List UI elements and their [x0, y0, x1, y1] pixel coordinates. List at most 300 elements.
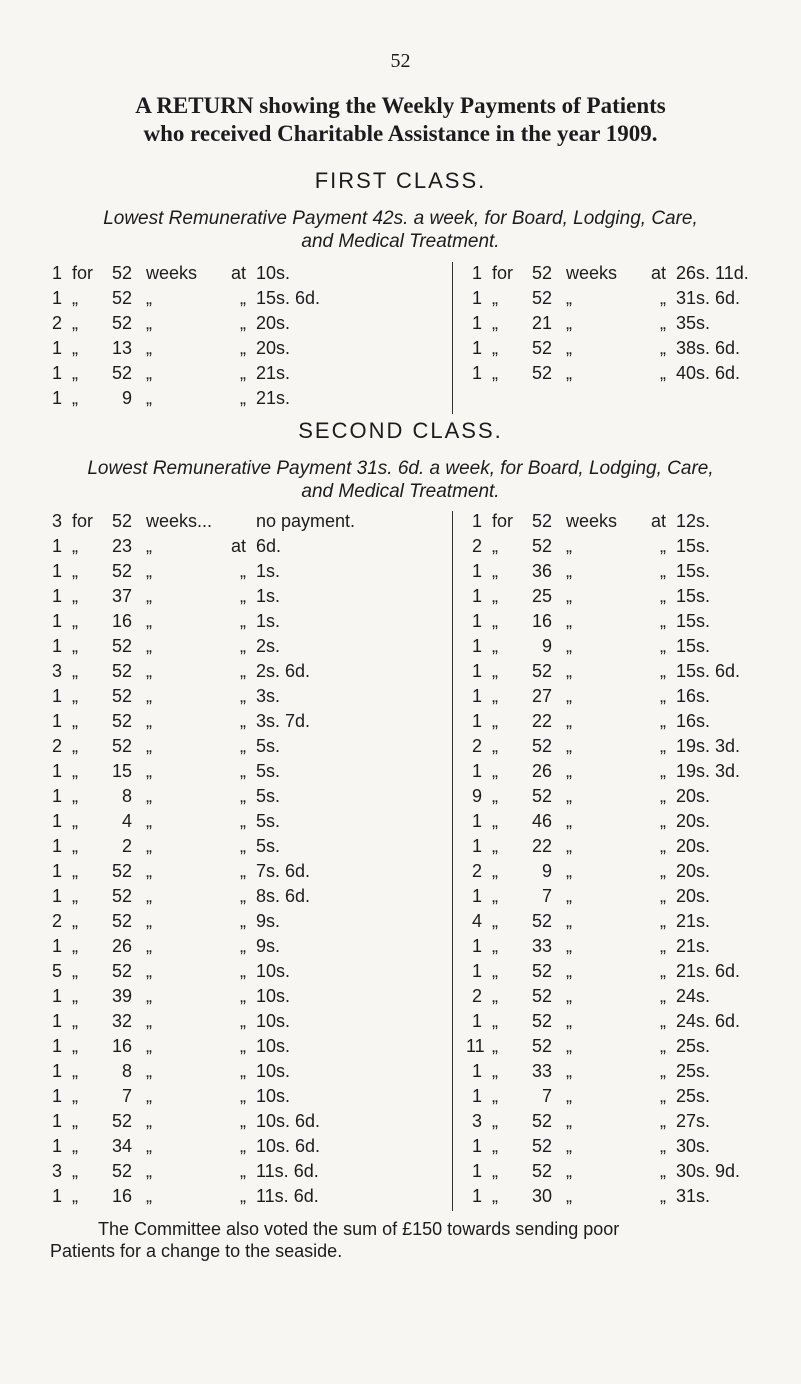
cell-sep: „	[492, 811, 498, 831]
cell-at: „	[240, 661, 246, 681]
table-row	[46, 611, 406, 636]
cell-payment: 27s.	[676, 1111, 711, 1131]
cell-count: 1	[51, 686, 62, 706]
table-row	[466, 1161, 786, 1186]
cell-sep: „	[72, 636, 78, 656]
cell-w: „	[146, 661, 152, 681]
cell-count: 2	[51, 911, 62, 931]
cell-at: „	[660, 561, 666, 581]
cell-w: „	[146, 288, 152, 308]
cell-at: „	[660, 761, 666, 781]
cell-payment: 20s.	[676, 811, 711, 831]
cell-weeks: 9	[541, 861, 552, 881]
cell-sep: „	[492, 711, 498, 731]
cell-payment: 40s. 6d.	[676, 363, 741, 383]
table-row	[466, 1086, 786, 1111]
cell-payment: 2s.	[256, 636, 281, 656]
cell-weeks: 16	[111, 1186, 132, 1206]
table-row	[46, 961, 406, 986]
first-class-right-column	[466, 263, 786, 388]
cell-payment: 9s.	[256, 911, 281, 931]
cell-count: 1	[471, 811, 482, 831]
table-row	[466, 886, 786, 911]
cell-weeks: 52	[531, 786, 552, 806]
table-row	[46, 1186, 406, 1211]
cell-count: 1	[51, 536, 62, 556]
table-row	[466, 1186, 786, 1211]
main-title	[0, 92, 801, 148]
cell-payment: 19s. 3d.	[676, 761, 741, 781]
first-class-heading: FIRST CLASS.	[314, 168, 487, 193]
cell-at: „	[240, 811, 246, 831]
cell-w: „	[146, 1011, 152, 1031]
cell-weeks: 52	[111, 1161, 132, 1181]
cell-count: 2	[51, 313, 62, 333]
cell-at: „	[240, 561, 246, 581]
first-class-subtitle-line2: and Medical Treatment.	[301, 231, 500, 252]
cell-payment: 21s.	[676, 911, 711, 931]
cell-w: „	[566, 288, 572, 308]
cell-at: „	[660, 836, 666, 856]
cell-sep: for	[492, 263, 514, 283]
cell-count: 1	[471, 586, 482, 606]
cell-w: „	[566, 861, 572, 881]
cell-w: „	[566, 886, 572, 906]
cell-sep: „	[72, 288, 78, 308]
cell-sep: „	[492, 363, 498, 383]
cell-w: „	[146, 761, 152, 781]
table-row	[46, 886, 406, 911]
table-row	[46, 1161, 406, 1186]
cell-payment: 10s.	[256, 1086, 291, 1106]
table-row	[466, 1136, 786, 1161]
cell-weeks: 13	[111, 338, 132, 358]
cell-w: „	[566, 313, 572, 333]
cell-payment: 5s.	[256, 736, 281, 756]
cell-weeks: 52	[111, 363, 132, 383]
cell-sep: „	[492, 661, 498, 681]
cell-at: „	[660, 313, 666, 333]
cell-sep: „	[492, 1086, 498, 1106]
cell-count: 2	[471, 536, 482, 556]
cell-w: „	[146, 961, 152, 981]
footer-line2: Patients for a change to the seaside.	[50, 1241, 343, 1261]
cell-count: 3	[51, 511, 62, 531]
cell-sep: „	[72, 836, 78, 856]
table-row	[466, 561, 786, 586]
cell-count: 1	[51, 288, 62, 308]
cell-at: „	[660, 961, 666, 981]
cell-payment: 3s. 7d.	[256, 711, 311, 731]
cell-w: „	[146, 1036, 152, 1056]
cell-count: 3	[471, 1111, 482, 1131]
second-class-right-column	[466, 511, 786, 1211]
cell-weeks: 7	[541, 1086, 552, 1106]
cell-sep: „	[72, 313, 78, 333]
cell-at: „	[240, 1111, 246, 1131]
table-row	[46, 761, 406, 786]
cell-payment: 6d.	[256, 536, 282, 556]
cell-w: „	[146, 611, 152, 631]
cell-sep: „	[492, 288, 498, 308]
cell-count: 5	[51, 961, 62, 981]
cell-weeks: 16	[111, 611, 132, 631]
cell-weeks: 25	[531, 586, 552, 606]
cell-weeks: 33	[531, 1061, 552, 1081]
cell-weeks: 27	[531, 686, 552, 706]
table-row	[46, 263, 366, 288]
cell-at: „	[240, 686, 246, 706]
cell-payment: 20s.	[256, 313, 291, 333]
cell-payment: 15s. 6d.	[676, 661, 741, 681]
cell-sep: „	[72, 1111, 78, 1131]
cell-payment: 35s.	[676, 313, 711, 333]
cell-payment: 21s.	[256, 388, 291, 408]
cell-sep: „	[492, 786, 498, 806]
table-row	[46, 711, 406, 736]
cell-at: „	[240, 288, 246, 308]
table-row	[46, 1011, 406, 1036]
cell-payment: 5s.	[256, 761, 281, 781]
cell-at: „	[660, 1161, 666, 1181]
cell-at: „	[240, 1011, 246, 1031]
cell-w: „	[146, 561, 152, 581]
cell-payment: 7s. 6d.	[256, 861, 311, 881]
cell-w: „	[146, 736, 152, 756]
cell-sep: „	[72, 1011, 78, 1031]
cell-count: 1	[471, 288, 482, 308]
cell-weeks: 15	[111, 761, 132, 781]
cell-payment: 1s.	[256, 561, 281, 581]
cell-count: 4	[471, 911, 482, 931]
cell-weeks: 52	[531, 661, 552, 681]
cell-at: „	[240, 313, 246, 333]
cell-w: „	[566, 761, 572, 781]
cell-payment: 15s.	[676, 586, 711, 606]
cell-at: at	[230, 536, 246, 556]
cell-payment: 16s.	[676, 711, 711, 731]
table-row	[46, 388, 366, 413]
cell-sep: „	[72, 736, 78, 756]
cell-payment: 15s. 6d.	[256, 288, 321, 308]
cell-count: 1	[51, 636, 62, 656]
cell-at: „	[240, 911, 246, 931]
cell-payment: 11s. 6d.	[256, 1161, 319, 1181]
cell-at: „	[240, 986, 246, 1006]
cell-sep: „	[492, 961, 498, 981]
table-row	[466, 836, 786, 861]
cell-count: 1	[51, 363, 62, 383]
cell-sep: „	[492, 586, 498, 606]
cell-sep: „	[72, 611, 78, 631]
cell-count: 9	[471, 786, 482, 806]
cell-sep: „	[492, 761, 498, 781]
first-class-divider	[452, 262, 453, 414]
cell-weeks: 52	[531, 338, 552, 358]
cell-count: 2	[471, 736, 482, 756]
cell-payment: 15s.	[676, 561, 711, 581]
cell-at: „	[660, 661, 666, 681]
cell-at: „	[660, 1136, 666, 1156]
cell-sep: „	[492, 911, 498, 931]
cell-at: „	[240, 736, 246, 756]
cell-count: 1	[51, 986, 62, 1006]
cell-w: „	[566, 811, 572, 831]
cell-count: 3	[51, 1161, 62, 1181]
cell-w: „	[566, 936, 572, 956]
cell-count: 1	[471, 511, 482, 531]
cell-count: 1	[471, 1086, 482, 1106]
cell-sep: „	[72, 711, 78, 731]
cell-count: 1	[51, 711, 62, 731]
cell-count: 1	[471, 961, 482, 981]
cell-weeks: 52	[531, 986, 552, 1006]
table-row	[466, 761, 786, 786]
table-row	[46, 313, 366, 338]
cell-weeks: 52	[111, 561, 132, 581]
cell-weeks: 52	[531, 288, 552, 308]
cell-at: „	[240, 1086, 246, 1106]
cell-payment: 10s. 6d.	[256, 1136, 321, 1156]
cell-w: „	[146, 836, 152, 856]
cell-at: „	[240, 338, 246, 358]
table-row	[46, 1086, 406, 1111]
cell-w: „	[146, 313, 152, 333]
cell-at: „	[240, 1161, 246, 1181]
cell-weeks: 52	[531, 536, 552, 556]
cell-count: 1	[471, 1161, 482, 1181]
cell-at: „	[240, 363, 246, 383]
cell-sep: „	[72, 586, 78, 606]
cell-count: 1	[471, 263, 482, 283]
cell-weeks: 52	[531, 511, 552, 531]
cell-count: 1	[471, 313, 482, 333]
cell-at: „	[660, 786, 666, 806]
cell-count: 1	[471, 1061, 482, 1081]
cell-at: „	[660, 736, 666, 756]
table-row	[466, 1036, 786, 1061]
cell-count: 1	[51, 1111, 62, 1131]
cell-weeks: 52	[531, 363, 552, 383]
cell-sep: „	[492, 1136, 498, 1156]
cell-w: weeks	[566, 511, 618, 531]
table-row	[46, 561, 406, 586]
cell-w: „	[146, 786, 152, 806]
cell-at: „	[240, 761, 246, 781]
cell-weeks: 30	[531, 1186, 552, 1206]
cell-weeks: 52	[111, 686, 132, 706]
cell-weeks: 52	[111, 911, 132, 931]
cell-payment: 1s.	[256, 586, 281, 606]
cell-count: 1	[471, 761, 482, 781]
cell-weeks: 52	[531, 911, 552, 931]
table-row	[46, 536, 406, 561]
cell-payment: 30s.	[676, 1136, 711, 1156]
cell-sep: „	[72, 786, 78, 806]
table-row	[466, 661, 786, 686]
cell-w: „	[146, 711, 152, 731]
cell-w: „	[146, 1161, 152, 1181]
cell-sep: for	[492, 511, 514, 531]
cell-sep: „	[72, 1061, 78, 1081]
cell-payment: 10s.	[256, 263, 291, 283]
cell-weeks: 16	[111, 1036, 132, 1056]
cell-w: weeks	[146, 263, 198, 283]
table-row	[46, 338, 366, 363]
cell-count: 1	[51, 1061, 62, 1081]
cell-w: „	[566, 1061, 572, 1081]
cell-weeks: 52	[111, 961, 132, 981]
cell-w: „	[566, 661, 572, 681]
cell-at: „	[240, 886, 246, 906]
cell-sep: „	[72, 363, 78, 383]
cell-count: 3	[51, 661, 62, 681]
cell-weeks: 52	[111, 636, 132, 656]
cell-count: 1	[471, 561, 482, 581]
cell-sep: „	[72, 561, 78, 581]
second-class-subtitle-line2: and Medical Treatment.	[301, 481, 500, 502]
cell-sep: „	[492, 1011, 498, 1031]
table-row	[46, 936, 406, 961]
table-row	[466, 536, 786, 561]
table-row	[46, 1061, 406, 1086]
cell-weeks: 52	[531, 263, 552, 283]
cell-at: „	[660, 536, 666, 556]
table-row	[46, 986, 406, 1011]
cell-w: „	[566, 736, 572, 756]
table-row	[466, 288, 786, 313]
cell-w: „	[566, 711, 572, 731]
cell-w: „	[566, 338, 572, 358]
cell-weeks: 52	[111, 288, 132, 308]
table-row	[46, 661, 406, 686]
cell-weeks: 36	[531, 561, 552, 581]
table-row	[46, 363, 366, 388]
table-row	[46, 836, 406, 861]
page-number: 52	[390, 50, 411, 72]
cell-count: 1	[471, 711, 482, 731]
table-row	[466, 711, 786, 736]
cell-w: weeks	[566, 263, 618, 283]
cell-payment: 26s. 11d.	[676, 263, 749, 283]
cell-at: „	[240, 1036, 246, 1056]
cell-at: „	[240, 1061, 246, 1081]
cell-at: „	[240, 586, 246, 606]
table-row	[46, 786, 406, 811]
cell-weeks: 9	[121, 388, 132, 408]
main-title-line1: A RETURN showing the Weekly Payments of Patients	[135, 93, 666, 118]
cell-weeks: 34	[111, 1136, 132, 1156]
cell-w: „	[146, 811, 152, 831]
cell-payment: 10s.	[256, 1011, 291, 1031]
cell-weeks: 32	[111, 1011, 132, 1031]
cell-sep: „	[72, 388, 78, 408]
cell-sep: „	[492, 986, 498, 1006]
cell-payment: 5s.	[256, 811, 281, 831]
cell-sep: „	[72, 1086, 78, 1106]
cell-w: „	[146, 886, 152, 906]
cell-payment: 20s.	[676, 861, 711, 881]
table-row	[466, 686, 786, 711]
cell-count: 1	[51, 586, 62, 606]
cell-weeks: 52	[111, 736, 132, 756]
table-row	[46, 861, 406, 886]
cell-weeks: 52	[111, 511, 132, 531]
cell-count: 11	[466, 1036, 485, 1056]
cell-count: 1	[51, 1011, 62, 1031]
cell-sep: „	[72, 1161, 78, 1181]
cell-at: „	[240, 861, 246, 881]
cell-w: „	[146, 1061, 152, 1081]
cell-payment: 11s. 6d.	[256, 1186, 319, 1206]
cell-sep: „	[72, 338, 78, 358]
cell-weeks: 33	[531, 936, 552, 956]
cell-weeks: 9	[541, 636, 552, 656]
cell-count: 1	[51, 611, 62, 631]
cell-sep: for	[72, 511, 94, 531]
cell-sep: „	[492, 1111, 498, 1131]
cell-w: „	[146, 1136, 152, 1156]
cell-w: weeks...	[146, 511, 213, 531]
second-class-divider	[452, 511, 453, 1211]
cell-payment: 5s.	[256, 836, 281, 856]
cell-payment: 8s. 6d.	[256, 886, 311, 906]
cell-w: „	[146, 686, 152, 706]
table-row	[466, 961, 786, 986]
main-title-line2: who received Charitable Assistance in the year 1909.	[143, 121, 658, 146]
cell-sep: „	[492, 836, 498, 856]
table-row	[466, 363, 786, 388]
cell-payment: 20s.	[676, 836, 711, 856]
cell-weeks: 52	[531, 736, 552, 756]
cell-count: 1	[471, 836, 482, 856]
cell-sep: „	[492, 1186, 498, 1206]
table-row	[46, 686, 406, 711]
cell-payment: 10s.	[256, 1061, 291, 1081]
cell-payment: 20s.	[676, 886, 711, 906]
cell-at: „	[660, 363, 666, 383]
cell-weeks: 4	[121, 811, 132, 831]
table-row	[466, 313, 786, 338]
cell-weeks: 52	[111, 886, 132, 906]
cell-at: „	[240, 1186, 246, 1206]
cell-weeks: 52	[531, 1036, 552, 1056]
cell-weeks: 23	[111, 536, 132, 556]
table-row	[466, 1061, 786, 1086]
cell-payment: 16s.	[676, 686, 711, 706]
cell-w: „	[566, 363, 572, 383]
cell-count: 1	[51, 388, 62, 408]
cell-count: 1	[471, 886, 482, 906]
cell-w: „	[146, 861, 152, 881]
second-class-heading: SECOND CLASS.	[298, 418, 503, 443]
cell-payment: 21s.	[256, 363, 291, 383]
cell-at: „	[240, 1136, 246, 1156]
cell-sep: „	[72, 1136, 78, 1156]
cell-payment: 15s.	[676, 611, 711, 631]
table-row	[46, 1036, 406, 1061]
table-row	[466, 861, 786, 886]
cell-at: „	[660, 338, 666, 358]
cell-payment: 10s.	[256, 1036, 291, 1056]
first-class-subtitle	[0, 207, 801, 253]
cell-sep: „	[492, 561, 498, 581]
cell-sep: „	[72, 761, 78, 781]
cell-payment: 9s.	[256, 936, 281, 956]
cell-w: „	[566, 961, 572, 981]
cell-w: „	[566, 836, 572, 856]
cell-at: at	[650, 511, 666, 531]
